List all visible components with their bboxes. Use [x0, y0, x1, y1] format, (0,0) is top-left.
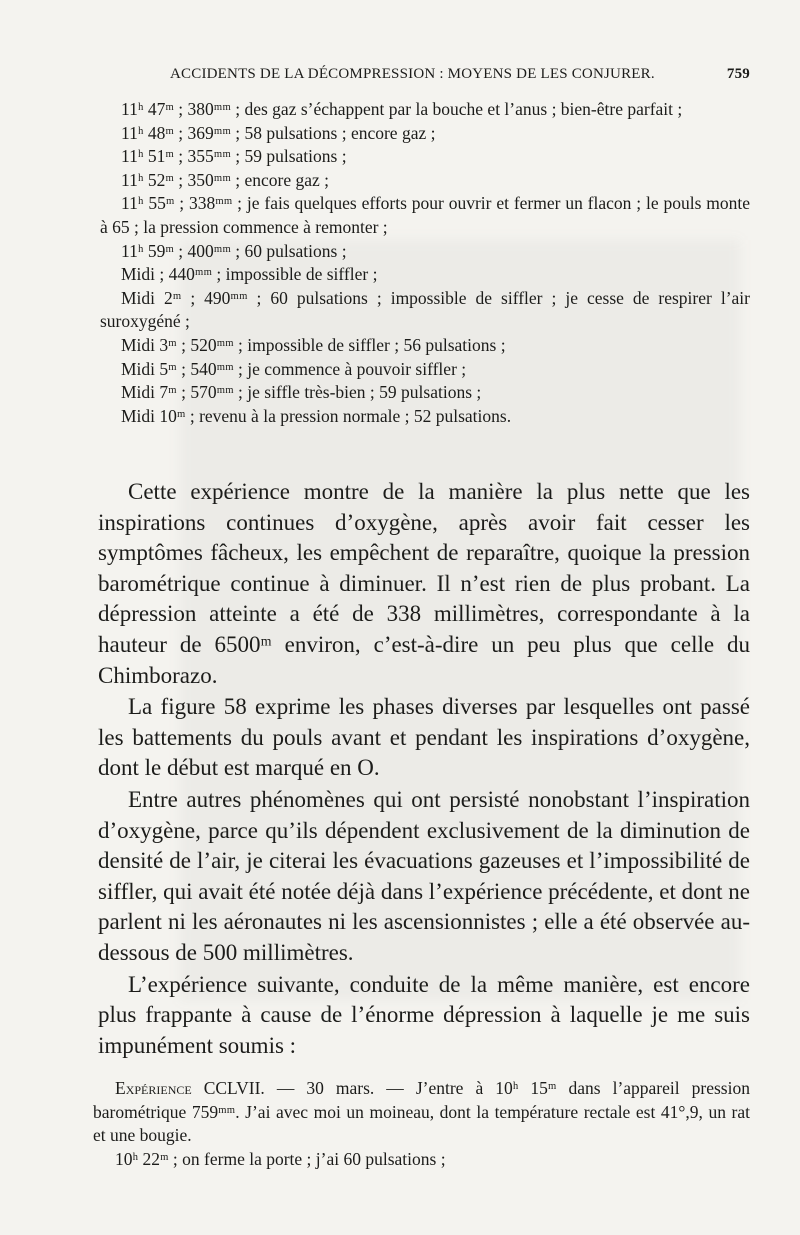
experiment-log	[100, 98, 750, 428]
body-text	[98, 477, 750, 1061]
paragraph: L’expérience suivante, conduite de la même manière, est encore plus frappante à cause de l’énorme dépression à laquelle je me suis impunément soumis :	[98, 971, 750, 1058]
log-entry: Midi 10ᵐ ; revenu à la pression normale ; 52 pulsations.	[121, 405, 512, 426]
experiment-next-entry: 10ʰ 22ᵐ ; on ferme la porte ; j’ai 60 pulsations ;	[115, 1148, 446, 1169]
log-entry: Midi 5ᵐ ; 540ᵐᵐ ; je commence à pouvoir siffler ;	[121, 358, 467, 379]
paragraph: La figure 58 exprime les phases diverses par lesquelles ont passé les battements du pouls avant et pendant les inspirations d’oxygène, dont le début est marqué en O.	[98, 694, 750, 781]
log-entry: 11ʰ 52ᵐ ; 350ᵐᵐ ; encore gaz ;	[121, 169, 330, 190]
log-entry: 11ʰ 59ᵐ ; 400ᵐᵐ ; 60 pulsations ;	[121, 240, 347, 261]
paragraph: Cette expérience montre de la manière la plus nette que les inspirations continues d’oxygène, après avoir fait cesser les symptômes fâcheux, les empêchent de reparaître, quoique la pression barométrique continue à diminuer. Il n’est rien de plus probant. La dépression atteinte a été de 338 millimètres, correspondante à la hauteur de 6500ᵐ environ, c’est-à-dire un peu plus que celle du Chimborazo.	[98, 479, 750, 688]
experiment-label: Expérience CCLVII.	[115, 1078, 265, 1098]
running-title: ACCIDENTS DE LA DÉCOMPRESSION : MOYENS DE LES CONJURER.	[170, 66, 655, 82]
experiment-block	[93, 1077, 750, 1171]
log-entry: Midi 2ᵐ ; 490ᵐᵐ ; 60 pulsations ; impossible de siffler ; je cesse de respirer l’air suroxygéné ;	[100, 287, 750, 332]
experiment-intro	[93, 1077, 750, 1148]
log-entry: 11ʰ 55ᵐ ; 338ᵐᵐ ; je fais quelques efforts pour ouvrir et fermer un flacon ; le pouls monte à 65 ; la pression commence à remonter ;	[100, 193, 750, 237]
log-entry: Midi ; 440ᵐᵐ ; impossible de siffler ;	[121, 264, 378, 285]
paragraph: Entre autres phénomènes qui ont persisté nonobstant l’inspiration d’oxygène, parce qu’ils dépendent exclusivement de la diminution de densité de l’air, je citerai les évacuations gazeuses et l’impossibilité de siffler, qui avait été notée déjà dans l’expérience précédente, et dont ne parlent ni les aéronautes ni les ascensionnistes ; elle a été observée au-dessous de 500 millimètres.	[98, 786, 750, 965]
log-entry: 11ʰ 51ᵐ ; 355ᵐᵐ ; 59 pulsations ;	[121, 146, 347, 167]
log-entry: 11ʰ 48ᵐ ; 369ᵐᵐ ; 58 pulsations ; encore gaz ;	[121, 122, 436, 143]
page-header	[170, 66, 750, 88]
log-entry: Midi 3ᵐ ; 520ᵐᵐ ; impossible de siffler ; 56 pulsations ;	[121, 334, 506, 355]
page-number: 759	[726, 66, 750, 82]
log-entry: Midi 7ᵐ ; 570ᵐᵐ ; je siffle très-bien ; 59 pulsations ;	[121, 382, 482, 403]
experiment-text: — 30 mars. — J’entre à 10ʰ 15ᵐ dans l’appareil pression barométrique 759ᵐᵐ. J’ai avec moi un moineau, dont la température rectale est 41°,9, un rat et une bougie.	[93, 1078, 750, 1145]
log-entry: 11ʰ 47ᵐ ; 380ᵐᵐ ; des gaz s’échappent par la bouche et l’anus ; bien-être parfait ;	[121, 99, 683, 119]
